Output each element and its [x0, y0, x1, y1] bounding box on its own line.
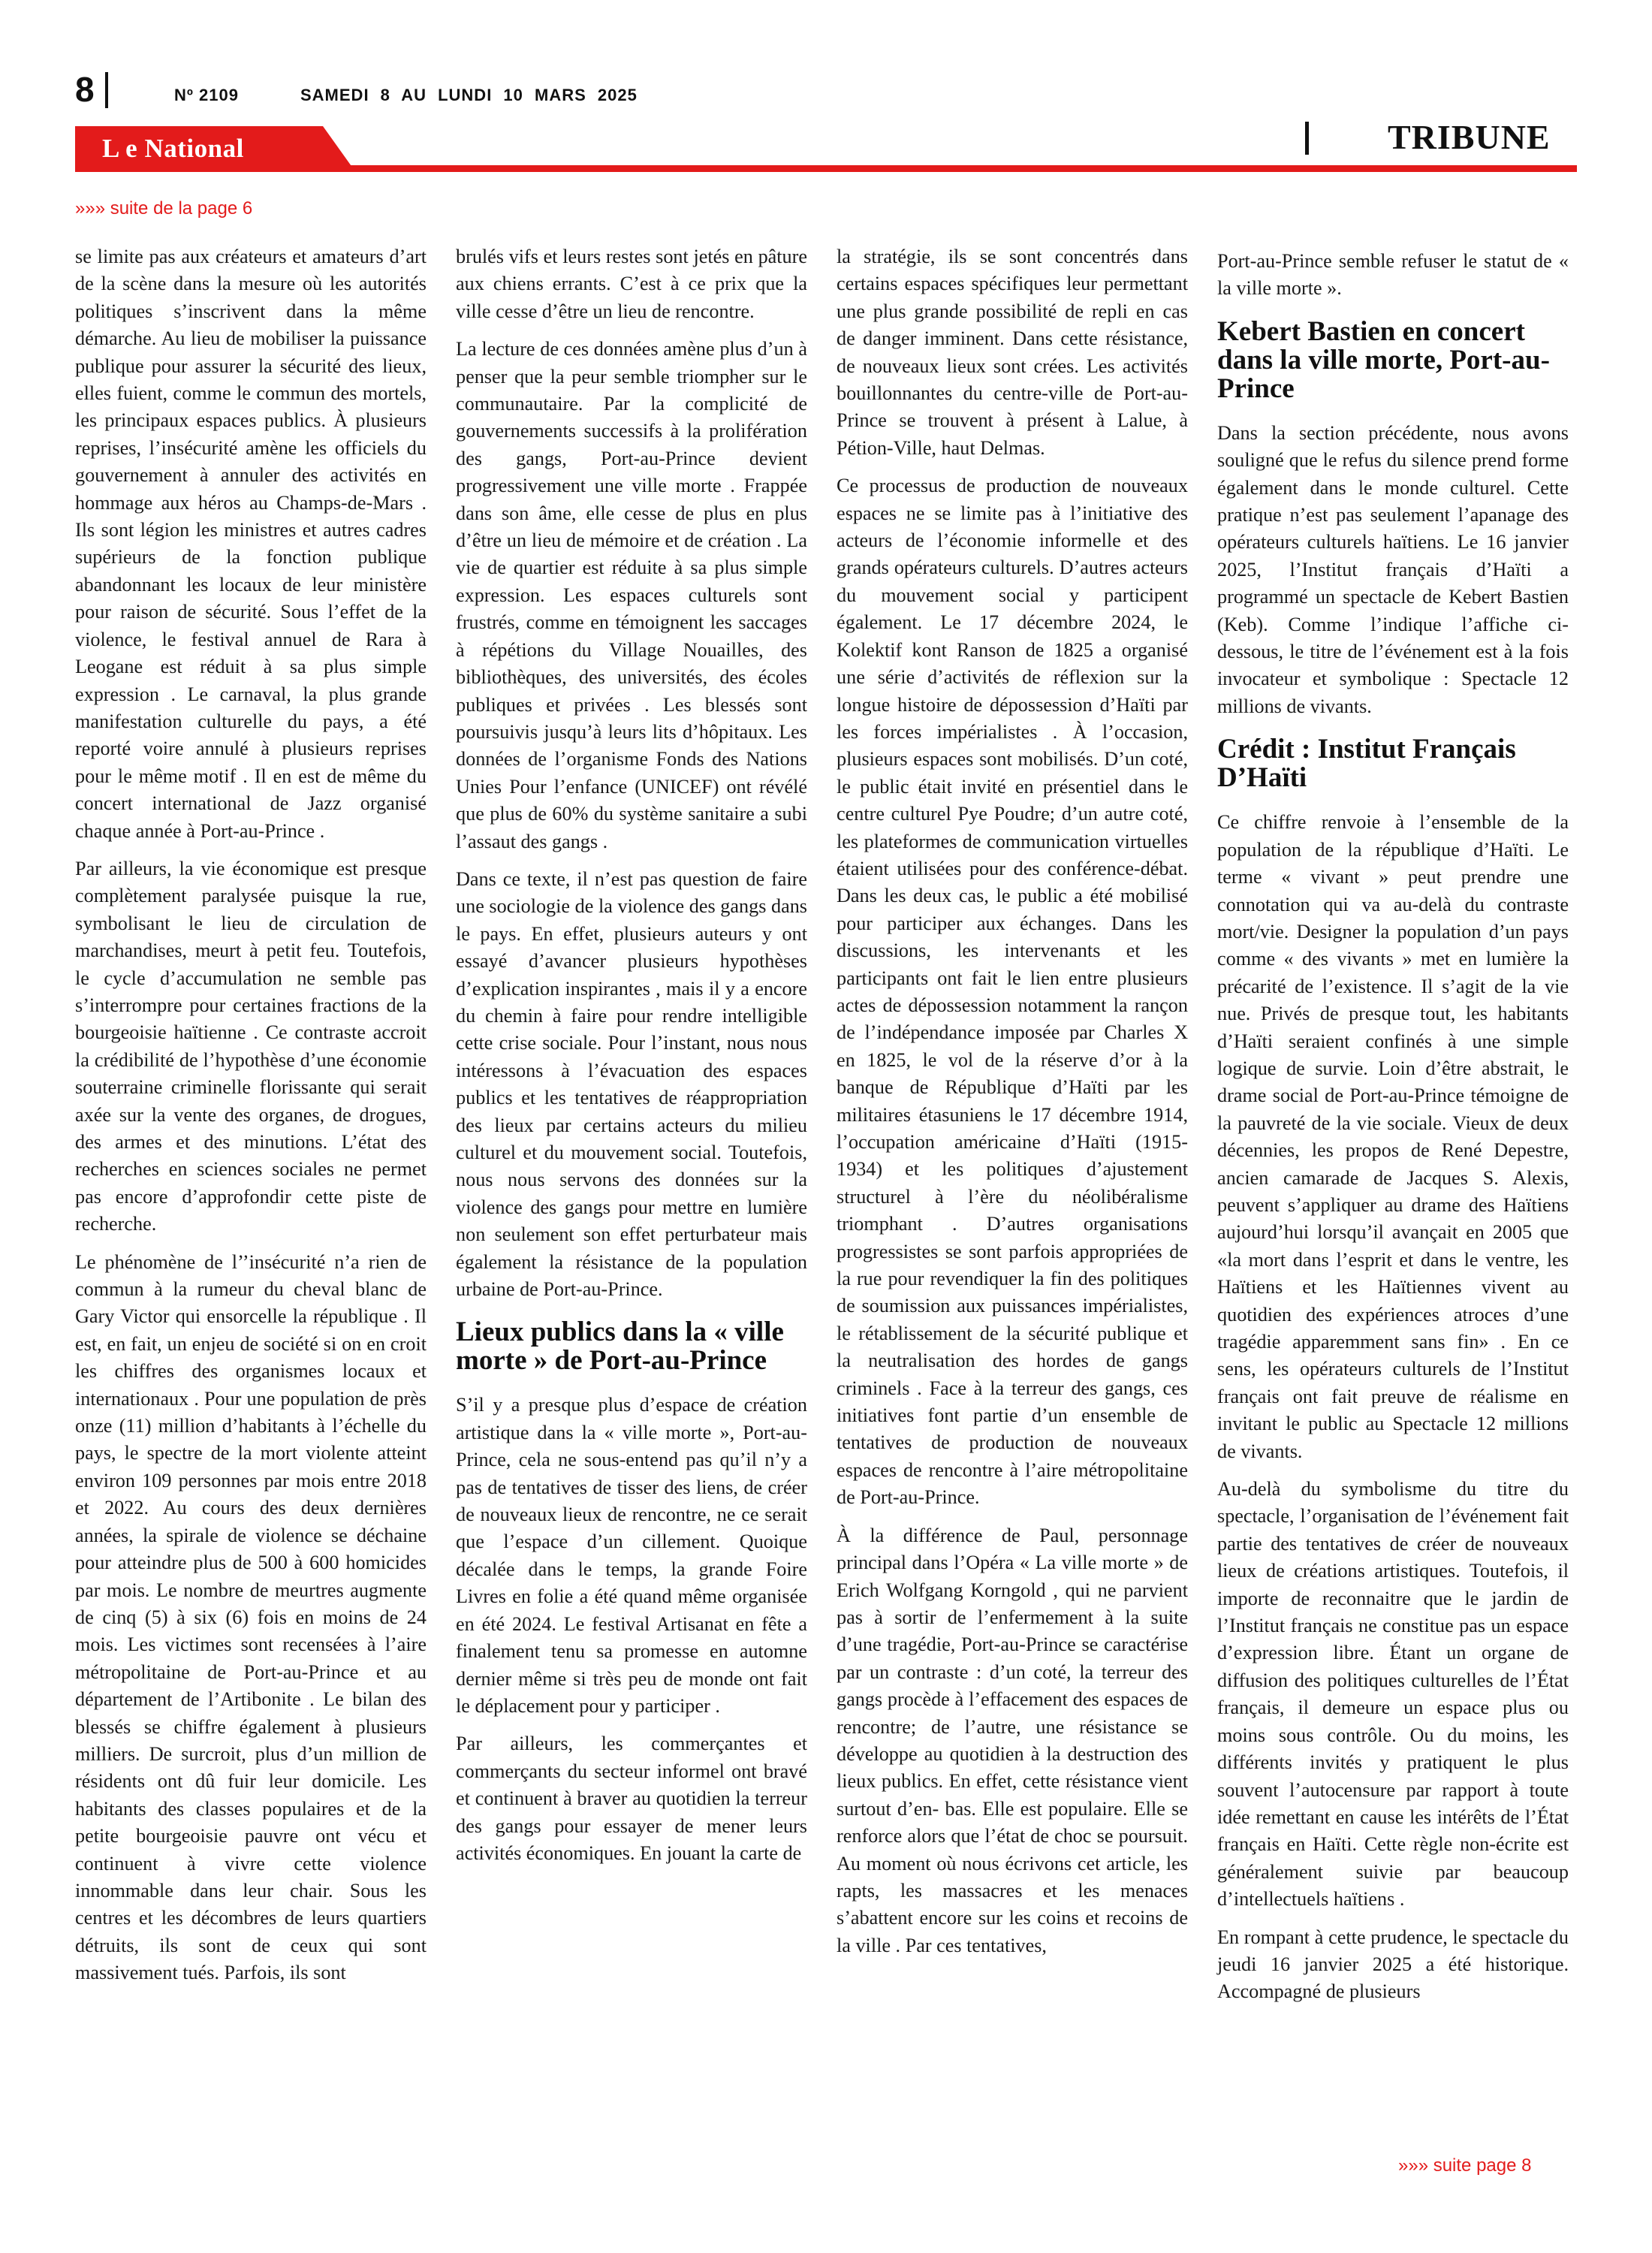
paragraph: Par ailleurs, la vie économique est presque complètement paralysée puisque la rue, symbolisant le lieu de circulation de marchandises, meurt à petit feu. Toutefois, le cycle d’accumulation ne semble pas s’interrompre pour certaines fractions de la bourgeoisie haïtienne . Ce contraste accroit la crédibilité de l’hypothèse d’une économie souterraine criminelle florissante qui serait axée sur la vente des organes, de drogues, des armes et des minutions. L’état des recherches en sciences sociales ne permet pas encore d’approfondir cette piste de recherche. [75, 857, 427, 1235]
paragraph: Par ailleurs, les commerçantes et commerçants du secteur informel ont bravé et continuent à braver au quotidien la terreur des gangs pour essayer de mener leurs activités économiques. En jouant la carte de [456, 1733, 807, 1864]
header-rule [75, 165, 1577, 172]
paragraph: À la différence de Paul, personnage principal dans l’Opéra « La ville morte » de Erich Wolfgang Korngold , qui ne parvient pas à sortir de l’enfermement à la suite d’une tragédie, Port-au-Prince se caractérise par un contraste : d’un coté, la terreur des gangs procède à l’effacement des espaces de rencontre; de l’autre, une résistance se développe au quotidien à la destruction des lieux publics. En effet, cette résistance vient surtout d’en- bas. Elle est populaire. Elle se renforce alors que l’état de choc se poursuit. Au moment où nous écrivons cet article, les rapts, les massacres et les menaces s’abattent encore sur les coins et recoins de la ville . Par ces tentatives, [837, 1524, 1188, 1956]
paragraph: Ce processus de production de nouveaux espaces ne se limite pas à l’initiative des acteurs de l’économie informelle et des grands opérateurs culturels. D’autres acteurs du mouvement social y participent également. Le 17 décembre 2024, le Kolektif kont Ranson de 1825 a organisé une série d’activités de réflexion sur la longue histoire de dépossession d’Haïti par les forces impérialistes . À l’occasion, plusieurs espaces sont mobilisés. D’un coté, le public était invité en présentiel dans le centre culturel Pye Poudre; d’un autre coté, les plateformes de communication virtuelles étaient utilisées pour des conférence-débat. Dans les deux cas, le public a été mobilisé pour participer aux échanges. Dans les discussions, les intervenants et les participants ont fait le lien entre plusieurs actes de dépossession notamment la rançon de l’indépendance imposée par Charles X en 1825, le vol de la réserve d’or à la banque de République d’Haïti par les militaires étasuniens le 17 décembre 1914, l’occupation américaine d’Haïti (1915-1934) et les politiques d’ajustement structurel à l’ère du néolibéralisme triomphant . D’autres organisations progressistes se sont parfois appropriées de la rue pour revendiquer la fin des politiques de soumission aux puissances impérialistes, le rétablissement de la sécurité publique et la neutralisation des hordes de gangs criminels . Face à la terreur des gangs, ces initiatives font partie d’un ensemble de tentatives de production de nouveaux espaces de rencontre à l’aire métropolitaine de Port-au-Prince. [837, 475, 1188, 1509]
subheading: Lieux publics dans la « ville morte » de Port-au-Prince [456, 1317, 784, 1377]
article-column-4 [1217, 248, 1569, 2016]
paragraph: Ce chiffre renvoie à l’ensemble de la population de la république d’Haïti. Le terme « vivant » peut prendre une connotation qui va au-delà du contraste mort/vie. Designer la population d’un pays comme « des vivants » met en lumière la précarité de l’existence. Il s’agit de la vie nue. Privés de presque tout, les habitants d’Haïti seraient confinés à une simple logique de survie. Loin d’être abstrait, le drame social de Port-au-Prince témoigne de la pauvreté de la vie sociale. Vieux de deux décennies, les propos de René Depestre, ancien camarade de Jacques S. Alexis, peuvent s’appliquer au drame des Haïtiens aujourd’hui lorsqu’il avançait en 2005 que «la mort dans l’esprit et dans le ventre, les Haïtiens et les Haïtiennes vivent au quotidien des expériences atroces d’une tragédie apparemment sans fin» . En ce sens, les opérateurs culturels de l’Institut français ont fait preuve de réalisme en invitant le public au Spectacle 12 millions de vivants. [1217, 811, 1569, 1462]
continued-from-link[interactable]: »»» suite de la page 6 [75, 198, 253, 219]
article-column-2 [456, 243, 807, 1878]
paragraph: brulés vifs et leurs restes sont jetés en pâture aux chiens errants. C’est à ce prix que la ville cesse d’être un lieu de rencontre. [456, 246, 807, 322]
paragraph: Port-au-Prince semble refuser le statut de « la ville morte ». [1217, 250, 1569, 300]
subheading: Crédit : Institut Français D’Haïti [1217, 734, 1516, 794]
continued-on-link[interactable]: »»» suite page 8 [1398, 2155, 1532, 2176]
paragraph: S’il y a presque plus d’espace de création artistique dans la « ville morte », Port-au-Prince, cela ne sous-entend pas qu’il n’y a pas de tentatives de tisser des liens, de créer de nouveaux lieux de rencontre, ne ce serait que l’espace d’un cillement. Quoique décalée dans le temps, la grande Foire Livres en folie a été quand même organisée en été 2024. Le festival Artisanat en fête a finalement tenu sa promesse en automne dernier même si très peu de monde ont fait le déplacement pour y participer . [456, 1394, 807, 1717]
issue-date: SAMEDI 8 AU LUNDI 10 MARS 2025 [300, 86, 638, 104]
paragraph: se limite pas aux créateurs et amateurs d’art de la scène dans la mesure où les autorités politiques s’inscrivent dans la même démarche. Au lieu de mobiliser la puissance publique pour assurer la sécurité des lieux, elles fuient, comme le commun des mortels, les principaux espaces publics. À plusieurs reprises, l’insécurité amène les officiels du gouvernement à annuler des activités en hommage aux héros au Champs-de-Mars . Ils sont légion les ministres et autres cadres supérieurs de la fonction publique abandonnant les locaux de leur ministère pour raison de sécurité. Sous l’effet de la violence, le festival annuel de Rara à Leogane est réduit à sa plus simple expression . Le carnaval, la plus grande manifestation culturelle du pays, a été reporté voire annulé à plusieurs reprises pour le même motif . Il en est de même du concert international de Jazz organisé chaque année à Port-au-Prince . [75, 246, 427, 842]
subheading: Kebert Bastien en concert dans la ville morte, Port-au-Prince [1217, 315, 1550, 404]
article-column-1 [75, 243, 427, 1998]
page-number-divider [105, 72, 108, 108]
section-divider [1305, 122, 1309, 155]
page-number: 8 [75, 70, 95, 109]
paragraph: la stratégie, ils se sont concentrés dans certains espaces spécifiques leur permettant une plus grande possibilité de repli en cas de danger imminent. Dans cette résistance, de nouveaux lieux sont crées. Les activités bouillonnantes du centre-ville de Port-au-Prince se trouvent à présent à Lalue, à Pétion-Ville, haut Delmas. [837, 246, 1188, 459]
paragraph: La lecture de ces données amène plus d’un à penser que la peur semble triompher sur le communautaire. Par la complicité de gouvernements successifs à la prolifération des gangs, Port-au-Prince devient progressivement une ville morte . Frappée dans son âme, elle cesse de plus en plus d’être un lieu de mémoire et de création . La vie de quartier est réduite à sa plus simple expression. Les espaces culturels sont frustrés, comme en témoignent les saccages à répétions du Village Nouailles, des bibliothèques, des universités, des écoles publiques et privées . Les blessés sont poursuivis jusqu’à leurs lits d’hôpitaux. Les données de l’organisme Fonds des Nations Unies Pour l’enfance (UNICEF) ont révélé que plus de 60% du système sanitaire a subi l’assaut des gangs . [456, 338, 807, 852]
paragraph: Dans la section précédente, nous avons souligné que le refus du silence prend forme également dans le monde culturel. Cette pratique n’est pas seulement l’apanage des opérateurs culturels haïtiens. Le 16 janvier 2025, l’Institut français d’Haïti a programmé un spectacle de Kebert Bastien (Keb). Comme l’indique l’affiche ci-dessous, le titre de l’événement est à la fois invocateur et symbolique : Spectacle 12 millions de vivants. [1217, 421, 1569, 717]
paragraph: Le phénomène de l’’insécurité n’a rien de commun à la rumeur du cheval blanc de Gary Victor qui ensorcelle la république . Il est, en fait, un enjeu de société si on en croit les chiffres des organismes locaux et internationaux . Pour une population de près onze (11) million d’habitants à l’échelle du pays, le spectre de la mort violente atteint environ 109 personnes par mois entre 2018 et 2022. Au cours des deux dernières années, la spirale de violence se déchaine pour atteindre plus de 500 à 600 homicides par mois. Le nombre de meurtres augmente de cinq (5) à six (6) fois en moins de 24 mois. Les victimes sont recensées à l’aire métropolitaine de Port-au-Prince et au département de l’Artibonite . Le bilan des blessés se chiffre également à plusieurs milliers. De surcroit, plus d’un million de résidents ont dû fuir leur domicile. Les habitants des classes populaires et de la petite bourgeoisie pauvre ont vécu et continuent à vivre cette violence innommable dans leur chair. Sous les centres et les décombres de leurs quartiers détruits, ils sont de ceux qui sont massivement tués. Parfois, ils sont [75, 1250, 427, 1984]
paragraph: En rompant à cette prudence, le spectacle du jeudi 16 janvier 2025 a été historique. Accompagné de plusieurs [1217, 1926, 1569, 2003]
publication-name: L e National [102, 134, 244, 163]
section-title: TRIBUNE [1388, 118, 1551, 156]
issue-number: Nº 2109 [174, 86, 239, 104]
paragraph: Au-delà du symbolisme du titre du spectacle, l’organisation de l’événement fait partie des tentatives de créer de nouveaux lieux de créations artistiques. Toutefois, il importe de reconnaitre que le jardin de l’Institut français ne constitue pas un espace d’expression libre. Étant un organe de diffusion des politiques culturelles de l’État français, il demeure un espace plus ou moins sous contrôle. Ou du moins, les différents invités y pratiquent le plus souvent l’autocensure par rapport à toute idée remettant en cause les intérêts de l’État français en Haïti. Cette règle non-écrite est généralement suivie par beaucoup d’intellectuels haïtiens . [1217, 1478, 1569, 1911]
paragraph: Dans ce texte, il n’est pas question de faire une sociologie de la violence des gangs dans le pays. En effet, plusieurs auteurs y ont essayé d’avancer plusieurs hypothèses d’explication inspirantes , mais il y a encore du chemin à faire pour rendre intelligible cette crise sociale. Pour l’instant, nous nous intéressons à l’évacuation des espaces publics et les tentatives de réappropriation des lieux par certains acteurs du milieu culturel et du mouvement social. Toutefois, nous nous servons des données sur la violence des gangs pour mettre en lumière non seulement son effet perturbateur mais également la résistance de la population urbaine de Port-au-Prince. [456, 867, 807, 1301]
article-column-3 [837, 243, 1188, 1970]
